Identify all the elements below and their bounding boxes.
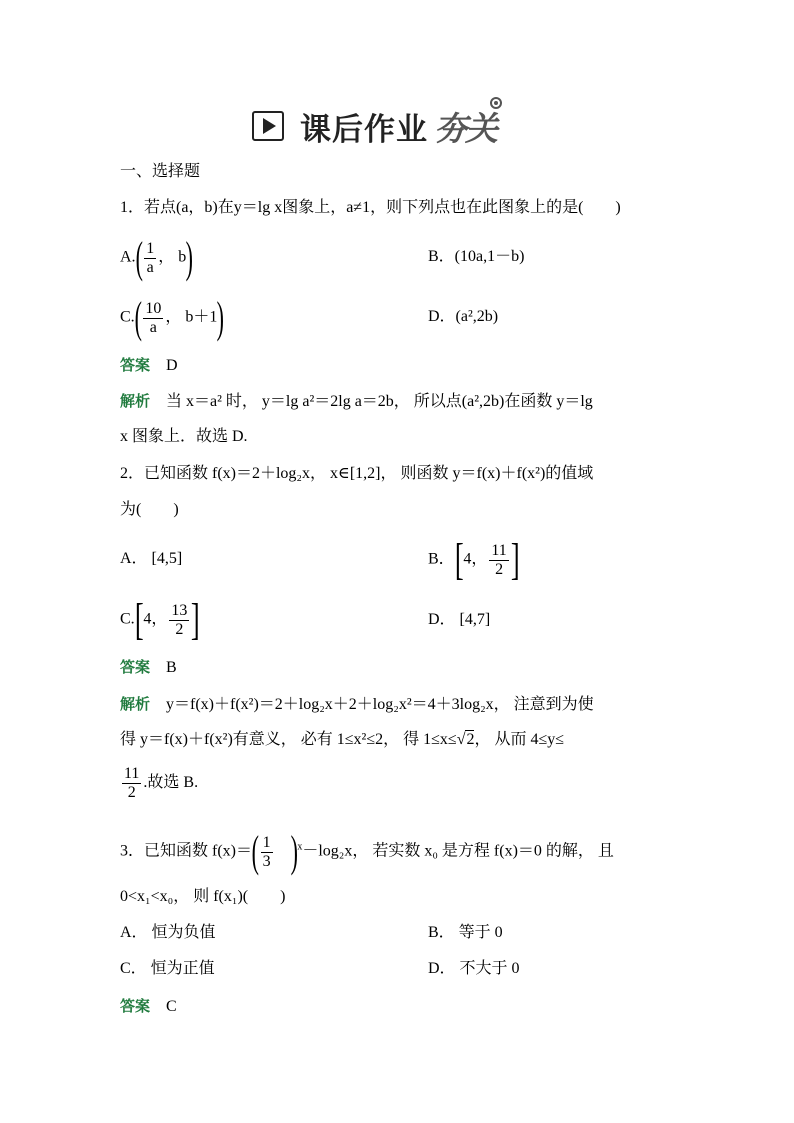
q2-explanation-line2: 得 y＝f(x)＋f(x²)有意义， 必有 1≤x²≤2， 得 1≤x≤√2， 从而 4≤y≤ [120, 731, 565, 748]
q1-explanation-line2: x 图象上．故选 D. [120, 428, 248, 445]
q2-explanation-line1: 解析 y＝f(x)＋f(x²)＝2＋log₂x＋2＋log₂x²＝4＋3log₂x， 注意到为使 [120, 695, 594, 713]
exponent: x [297, 841, 303, 853]
page-title: 课后作业 [300, 111, 428, 148]
q2-explanation-line3: $\frac{11}{2}$ .故选 B. [124, 765, 199, 801]
q1-answer [120, 354, 178, 377]
q3-option-c: C． 恒为正值 [120, 960, 215, 977]
q1-explanation-line1: 解析 当 x＝a² 时， y＝lg a²＝2lg a＝2b， 所以点(a²,2b)在函数 y＝lg [120, 392, 593, 410]
play-icon [252, 111, 284, 141]
explain-label: 解析 [120, 392, 151, 410]
explain-label: 解析 [120, 695, 151, 713]
q2-option-a: A． [4,5] [120, 550, 183, 567]
q2-stem-line2: 为( ) [120, 501, 179, 518]
q1-option-a: A.( $\frac{1}{a}$ ， b) [120, 233, 194, 282]
answer-label: 答案 [120, 658, 151, 676]
q1-option-b: B．(10a,1－b) [428, 248, 525, 265]
fraction: $\frac{13}{2}$ [171, 601, 188, 638]
q2-option-d: D． [4,7] [428, 611, 491, 628]
q2-stem-line1: 2．已知函数 f(x)＝2＋log₂x， x∈[1,2]， 则函数 y＝f(x)＋f(x²)的值域 [120, 465, 594, 482]
q2-option-b: B．[4， $\frac{11}{2}$ ] [428, 535, 520, 584]
section-heading: 一、选择题 [120, 161, 201, 180]
fraction: $\frac{10}{a}$ [145, 299, 162, 336]
q2-answer [120, 656, 177, 679]
q1-option-c: C.( $\frac{10}{a}$ ， b＋1) [120, 293, 225, 342]
q1-option-d: D．(a²,2b) [428, 308, 499, 325]
q3-option-b: B． 等于 0 [428, 924, 503, 941]
logo-badge-icon [490, 97, 502, 109]
answer-value: D [166, 357, 178, 374]
answer-value: C [166, 998, 177, 1015]
q3-option-a: A． 恒为负值 [120, 924, 216, 941]
fraction: $\frac{1}{3}$ [262, 833, 271, 870]
fraction: $\frac{11}{2}$ [124, 765, 140, 801]
page-header [252, 104, 496, 148]
q1-stem: 1．若点(a，b)在y＝lg x图象上，a≠1，则下列点也在此图象上的是( ) [120, 199, 621, 216]
fraction: $\frac{11}{2}$ [491, 541, 507, 578]
answer-label: 答案 [120, 997, 151, 1015]
answer-value: B [166, 659, 177, 676]
q2-option-c: C.[4， $\frac{13}{2}$ ] [120, 595, 201, 644]
answer-label: 答案 [120, 356, 151, 374]
brand-logo [434, 103, 496, 150]
sqrt-sign: √ [456, 731, 466, 748]
q3-stem-line2: 0<x₁<x₀， 则 f(x₁)( ) [120, 888, 286, 905]
logo-text: 夯关 [434, 108, 496, 148]
q3-stem-line1: 3．已知函数 f(x)＝( $\frac{1}{3}$ )$^x$－log₂x， 若实数 x₀ 是方程 f(x)＝0 的解， 且 [120, 827, 614, 876]
fraction: $\frac{1}{a}$ [146, 239, 155, 276]
q3-option-d: D． 不大于 0 [428, 960, 520, 977]
q3-answer [120, 995, 177, 1018]
